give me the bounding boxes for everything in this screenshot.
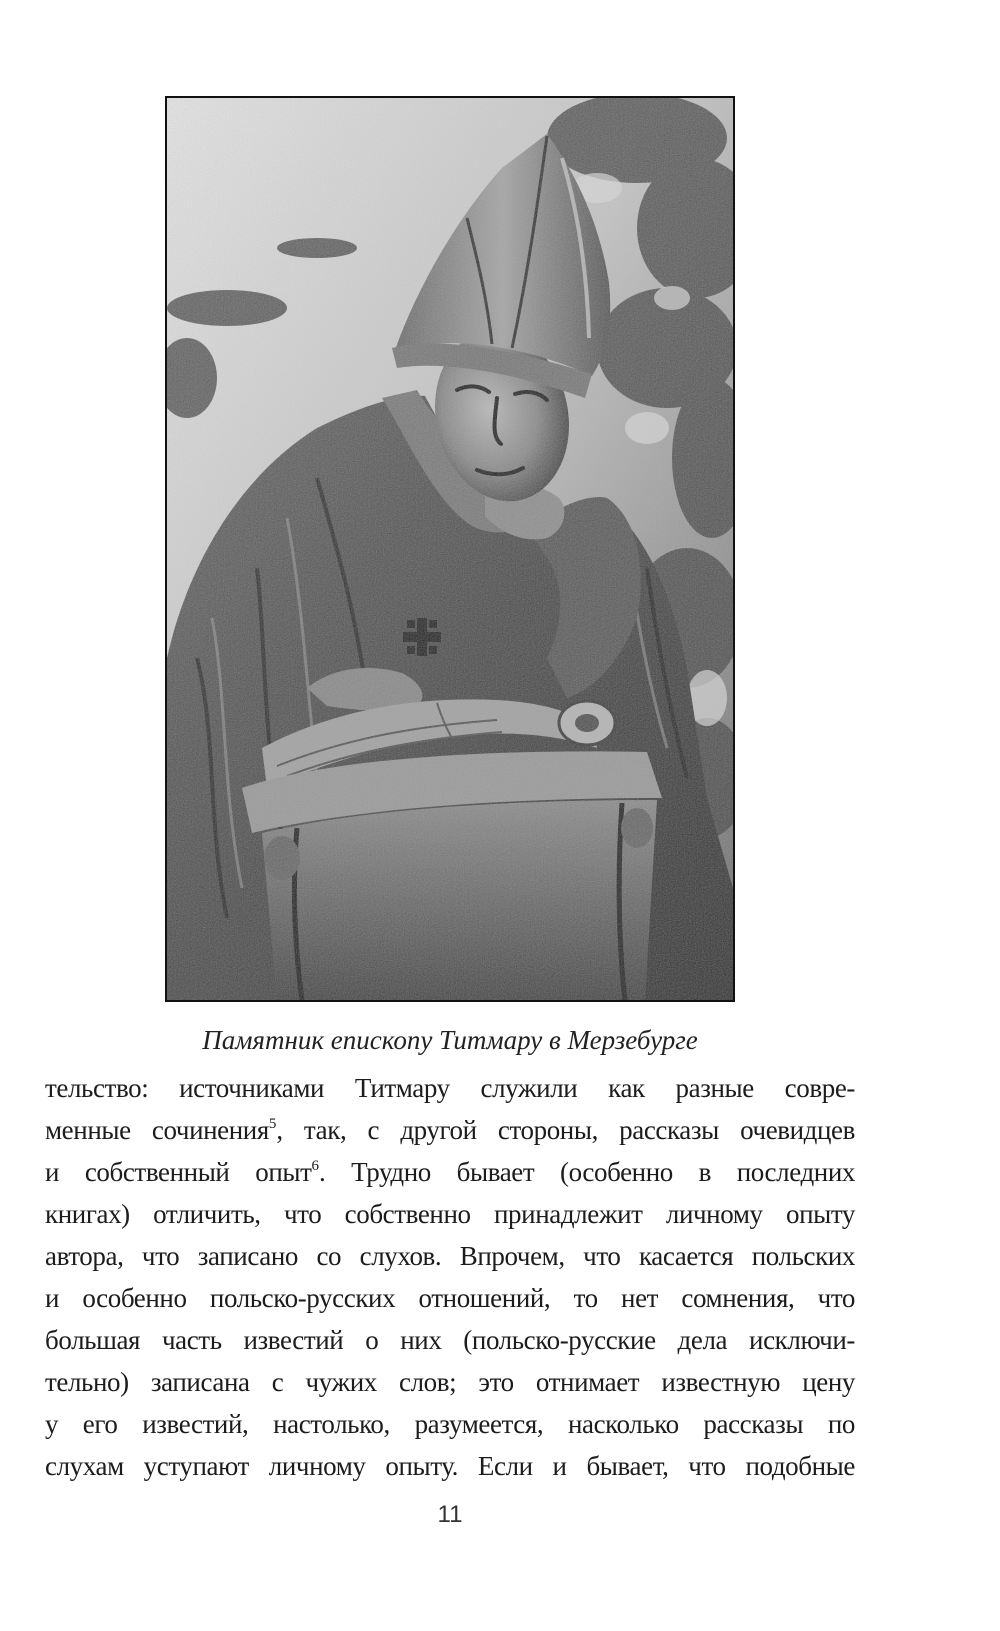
line-text: книгах) отличить, что собственно принадлежит личному опыту xyxy=(45,1199,855,1229)
line-text: автора, что записано со слухов. Впрочем, что касается польских xyxy=(45,1241,855,1271)
photo-caption: Памятник епископу Титмару в Мерзебурге xyxy=(202,1025,698,1055)
line-text: слухам уступают личному опыту. Если и бывает, что подобные xyxy=(45,1451,855,1481)
statue-photo xyxy=(165,96,735,1002)
text-line xyxy=(45,1277,855,1319)
footnote-ref: 5 xyxy=(268,1116,277,1132)
body-text xyxy=(45,1067,855,1487)
text-line xyxy=(45,1319,855,1361)
text-line xyxy=(45,1403,855,1445)
line-text: большая часть известий о них (польско-русские дела исключи- xyxy=(45,1325,855,1355)
photo-grain xyxy=(167,98,733,1000)
line-text: , так, с другой стороны, рассказы очевидцев xyxy=(276,1115,855,1145)
line-text: тельно) записана с чужих слов; это отнимает известную цену xyxy=(45,1367,855,1397)
line-text: . Трудно бывает (особенно в последних xyxy=(319,1157,855,1187)
statue-photo-image xyxy=(167,98,733,1000)
text-line xyxy=(45,1193,855,1235)
text-line xyxy=(45,1361,855,1403)
line-text: тельство: источниками Титмару служили как разные совре- xyxy=(45,1073,855,1103)
text-line xyxy=(45,1235,855,1277)
text-line xyxy=(45,1445,855,1487)
line-text: и особенно польско-русских отношений, то нет сомнения, что xyxy=(45,1283,855,1313)
line-text: и собственный опыт xyxy=(45,1157,312,1187)
page-number: 11 xyxy=(437,1501,463,1528)
footnote-ref: 6 xyxy=(311,1158,320,1174)
text-line xyxy=(45,1151,855,1193)
line-text: менные сочинения xyxy=(45,1115,269,1145)
text-line xyxy=(45,1109,855,1151)
line-text: у его известий, настолько, разумеется, насколько рассказы по xyxy=(45,1409,855,1439)
text-line xyxy=(45,1067,855,1109)
